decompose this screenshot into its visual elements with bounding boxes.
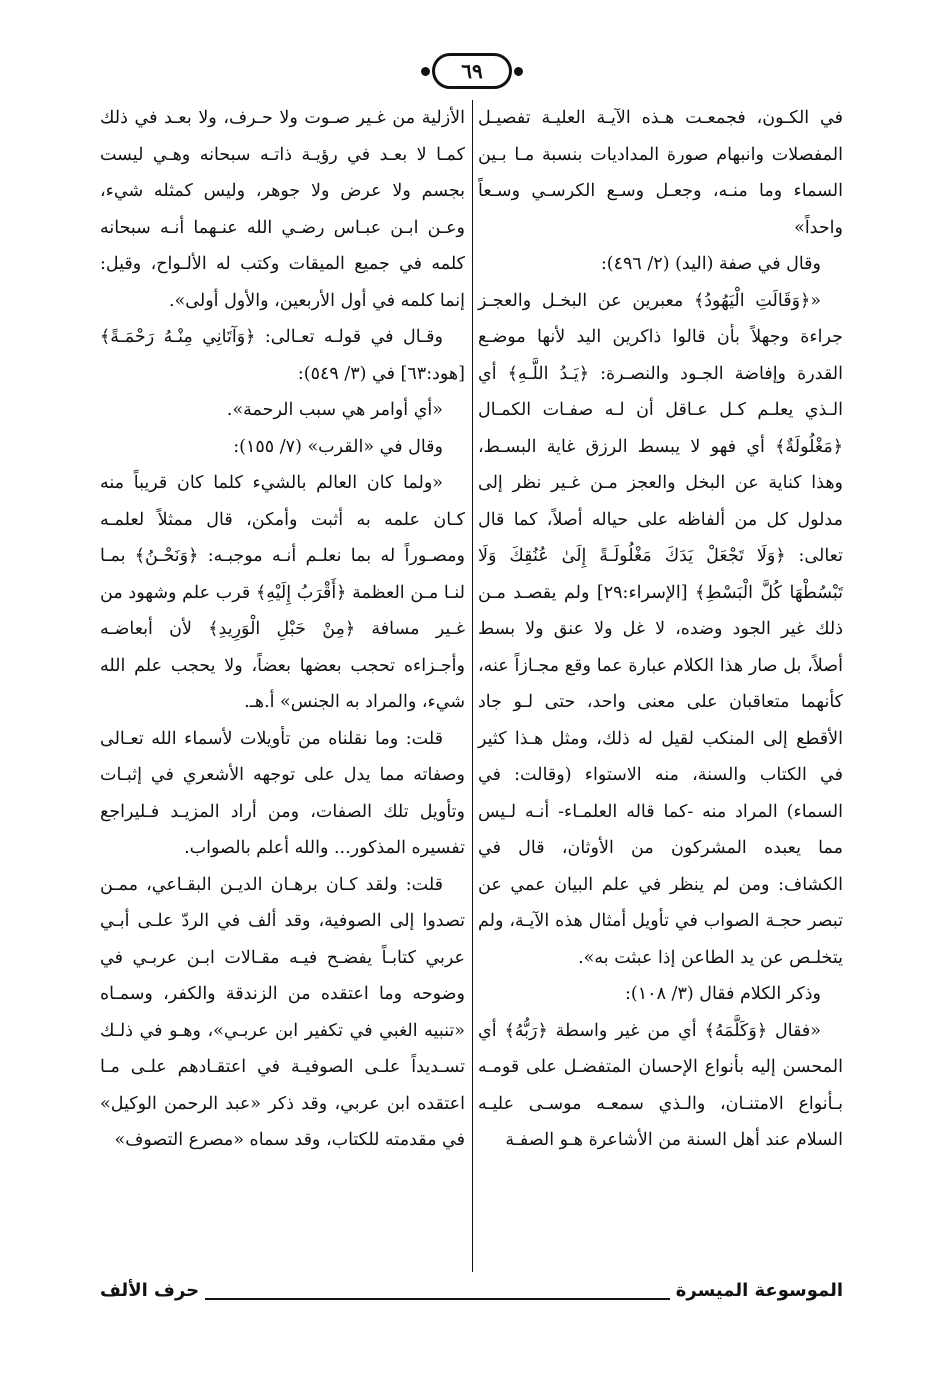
- left-paragraph-6: قلت: وما نقلناه من تأويلات لأسماء الله تعـالى وصفاته مما يدل على توجهه الأشعري في إثبـات وتأويل تلك الصفات، ومن أراد المزيـد فـليراجع تفسيره المذكور... والله أعلم بالصواب.: [100, 728, 465, 858]
- right-paragraph-4: وذكر الكلام فقال (٣/ ١٠٨):: [625, 984, 821, 1004]
- footer-book-title: الموسوعة الميسرة: [670, 1280, 843, 1301]
- right-paragraph-5: «فقال ﴿وَكَلَّمَهُ﴾ أي من غير واسطة ﴿رَبُّهُ﴾ أي المحسن إليه بأنواع الإحسان المتفضـل على قومـه بـأنواع الامتنـان، والـذي سمعـه موسـى عليـه السلام عند أهل السنة من الأشاعرة هـو الصفـة: [478, 1020, 843, 1150]
- right-column: [478, 100, 843, 1272]
- left-paragraph-3: «أي أوامر هي سبب الرحمة».: [226, 400, 443, 420]
- ornament-dot-left: [421, 67, 430, 76]
- ornament-dot-right: [514, 67, 523, 76]
- page-footer: [100, 1276, 843, 1316]
- footer-section-title: حرف الألف: [100, 1280, 205, 1301]
- left-paragraph-4: وقال في «القرب» (٧/ ١٥٥):: [233, 436, 443, 457]
- page-number: [424, 48, 520, 94]
- page-number-badge: [432, 53, 512, 89]
- left-paragraph-7: قلت: ولقد كـان برهـان الديـن البقـاعي، ممـن تصدوا إلى الصوفية، وقد ألف في الردّ علـى أبـي عربي كتابـاً يفضـح فيـه مقـالات ابـن عربـي في وضوحه وما اعتقده من الزندقة والكفر، وسمـاه «تنبيه الغبي في تكفير ابن عربـي»، وهـو في ذلـك تسـديداً علـى الصوفيـة في اعتقـادهم علـى مـا اعتقده ابن عربي، وقد ذكر «عبد الرحمن الوكيل» في مقدمته للكتاب، وقد سماه «مصرع التصوف»: [100, 874, 465, 1150]
- left-paragraph-2: وقـال في قولـه تعـالى: ﴿وَآتَانِي مِنْـهُ رَحْمَـةً﴾ [هود:٦٣] في (٣/ ٥٤٩):: [100, 327, 465, 384]
- right-paragraph-1: في الكـون، فجمعـت هـذه الآيـة العليـة تفصيـل المفصلات وانبهام صورة المداديات بنسبة مـا بـين السماء وما منـه، وجعـل وسـع الكرسـي وسـعاً واحداً»: [478, 108, 843, 238]
- left-paragraph-1: الأزلية من غـير صـوت ولا حـرف، ولا بعـد في ذلك كمـا لا بعـد في رؤيـة ذاتـه سبحانه وهـي ليست بجسم ولا عرض ولا جوهر، وليس كمثله شيء، وعـن ابـن عبـاس رضـي الله عنـهما أنـه سبحانه كلمه في جميع الميقات وكتب له الألـواح، وقيل: إنما كلمه في أول الأربعين، والأول أولى».: [100, 108, 465, 311]
- page-number-text: ٦٩: [461, 59, 483, 83]
- right-paragraph-3: «﴿وَقَالَتِ الْيَهُودُ﴾ معبرين عن البخـل والعجـز جراءة وجهلاً بأن قالوا ذاكرين اليد لأنها موضـع القدرة وإفاضة الجـود والنصـرة: ﴿يَـدُ اللَّـهِ﴾ أي الـذي يعلـم كـل عـاقل أن لـه صفـات الكمـال ﴿مَغْلُولَةٌ﴾ أي فهو لا يبسط الرزق غاية البسـط، وهذا كناية عن البخل والعجز مـن غـير نظر إلى مدلول كل من ألفاظه على حياله أصلاً، كما قال تعالى: ﴿وَلَا تَجْعَلْ يَدَكَ مَغْلُولَـةً إِلَىٰ عُنُقِكَ وَلَا تَبْسُطْهَا كُلَّ الْبَسْطِ﴾ [الإسراء:٢٩] ولم يقصـد مـن ذلك غير الجود وضده، لا غل ولا عنق ولا بسط أصلاً، بل صار هذا الكلام عبارة عما وقع مجـازاً عنه، كأنهما متعاقبان على معنى واحد، حتى لـو جاد الأقطع إلى المنكب لقيل له ذلك، ومثل هـذا كثير في الكتاب والسنة، منه الاستواء (وقالت: في السماء) المراد منه -كما قاله العلمـاء- أنـه لـيس مما يعبده المشركون من الأوثان، قال في الكشاف: ومن لم ينظر في علم البيان عمي عن تبصر حجـة الصواب في تأويل أمثال هذه الآيـة، ولم يتخلـص عن يد الطاعن إذا عبثت به».: [478, 290, 844, 968]
- left-paragraph-5: «ولما كان العالم بالشيء كلما كان قريباً منه كـان علمه به أثبت وأمكن، قال ممثلاً لعلمـه ومصـوراً له بما نعلـم أنـه موجبـه: ﴿وَنَحْـنُ﴾ بمـا لنـا مـن العظمة ﴿أَقْرَبُ إِلَيْهِ﴾ قرب علم وشهود من غـير مسافة ﴿مِنْ حَبْلِ الْوَرِيدِ﴾ لأن أبعاضـه وأجـزاءه تحجب بعضها بعضاً، ولا يحجب علم الله شيء، والمراد به الجنس» أ.هـ.: [100, 473, 465, 712]
- left-column: [100, 100, 465, 1272]
- right-paragraph-2: وقال في صفة (اليد) (٢/ ٤٩٦):: [600, 254, 821, 274]
- column-divider: [472, 100, 473, 1272]
